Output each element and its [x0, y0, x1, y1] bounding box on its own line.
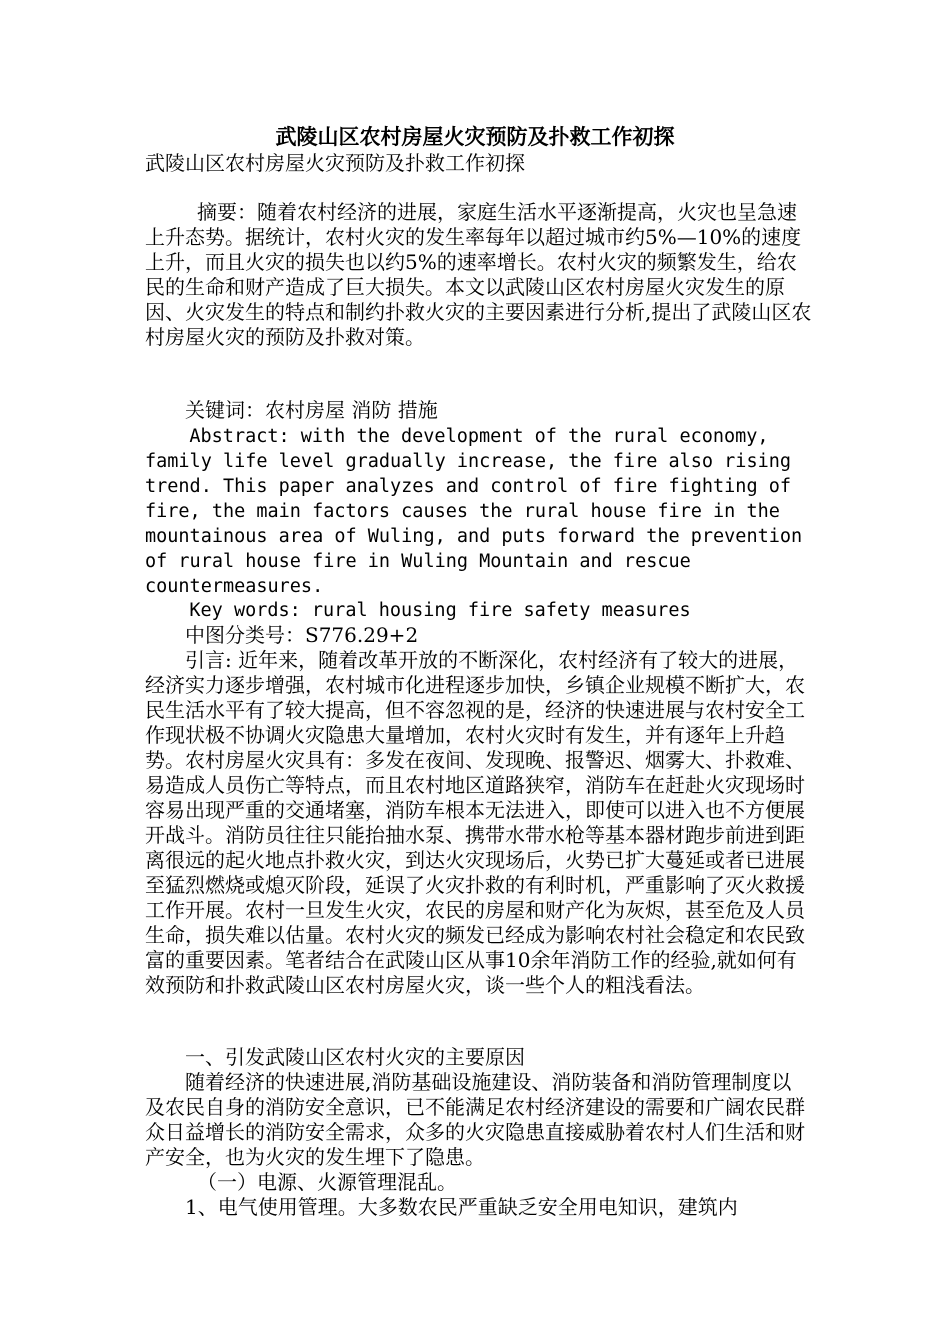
abstract-chinese: 摘要：随着农村经济的进展，家庭生活水平逐渐提高，火灾也呈急速上升态势。据统计，农村火灾的发生率每年以超过城市约5%—10%的速度上升，而且火灾的损失也以约5%的速率增长。农村火灾的频繁发生，给农民的生命和财产造成了巨大损失。本文以武陵山区农村房屋火灾发生的原因、火灾发生的特点和制约扑救火灾的主要因素进行分析,提出了武陵山区农村房屋火灾的预防及扑救对策。 — [145, 200, 812, 349]
list-item: 1、电气使用管理。大多数农民严重缺乏安全用电知识，建筑内 — [185, 1195, 738, 1219]
document-title: 武陵山区农村房屋火灾预防及扑救工作初探 — [275, 124, 675, 149]
abstract-english: Abstract: with the development of the rural economy, family life level gradually increase, the fire also rising trend. This paper analyzes and control of fire fighting of fire, the main factors causes the rural house fire in the mountainous area of Wuling, and puts forward the prevention of rural house fire in Wuling Mountain and rescue countermeasures. — [145, 426, 803, 597]
keywords-chinese: 关键词：农村房屋 消防 措施 — [185, 398, 438, 422]
document-subtitle: 武陵山区农村房屋火灾预防及扑救工作初探 — [145, 151, 525, 175]
keywords-english: Key words: rural housing fire safety measures — [189, 600, 691, 621]
section-heading: 一、引发武陵山区农村火灾的主要原因 — [185, 1045, 525, 1069]
subsection-heading: （一）电源、火源管理混乱。 — [197, 1170, 457, 1194]
classification-number: 中图分类号：S776.29+2 — [185, 623, 419, 647]
introduction-paragraph: 引言: 近年来，随着改革开放的不断深化，农村经济有了较大的进展，经济实力逐步增强，农村城市化进程逐步加快，乡镇企业规模不断扩大，农民生活水平有了较大提高，但不容忽视的是，经济的快速进展与农村安全工作现状极不协调火灾隐患大量增加，农村火灾时有发生，并有逐年上升趋势。农村房屋火灾具有：多发在夜间、发现晚、报警迟、烟雾大、扑救难、易造成人员伤亡等特点，而且农村地区道路狭窄，消防车在赶赴火灾现场时容易出现严重的交通堵塞，消防车根本无法进入，即使可以进入也不方便展开战斗。消防员往往只能抬抽水泵、携带水带水枪等基本器材跑步前进到距离很远的起火地点扑救火灾，到达火灾现场后，火势已扩大蔓延或者已进展至猛烈燃烧或熄灭阶段，延误了火灾扑救的有利时机，严重影响了灭火救援工作开展。农村一旦发生火灾，农民的房屋和财产化为灰烬，甚至危及人员生命，损失难以估量。农村火灾的频发已经成为影响农村社会稳定和农民致富的重要因素。笔者结合在武陵山区从事10余年消防工作的经验,就如何有效预防和扑救武陵山区农村房屋火灾，谈一些个人的粗浅看法。 — [145, 648, 805, 997]
section-paragraph: 随着经济的快速进展,消防基础设施建设、消防装备和消防管理制度以及农民自身的消防安全意识，已不能满足农村经济建设的需要和广阔农民群众日益增长的消防安全需求，众多的火灾隐患直接威胁着农村人们生活和财产安全，也为火灾的发生埋下了隐患。 — [145, 1070, 805, 1169]
